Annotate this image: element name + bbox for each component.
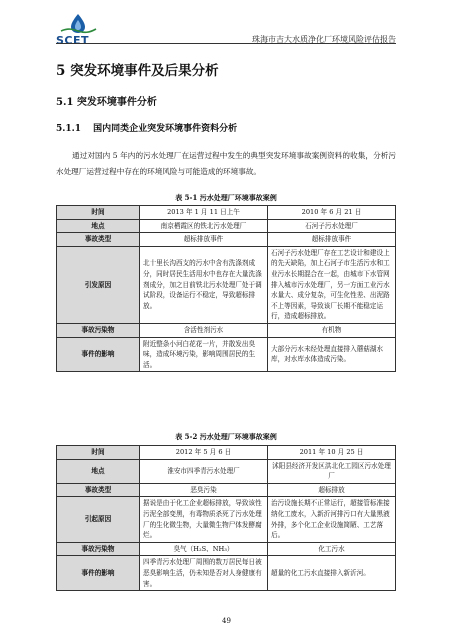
case-a-time: 2013 年 1 月 11 日上午 — [140, 206, 268, 220]
subsection-number: 5.1.1 — [56, 124, 82, 134]
row-label: 事故污染物 — [57, 323, 140, 337]
row-label: 事件的影响 — [57, 337, 140, 372]
logo-text: SCET — [56, 34, 90, 47]
row-label: 事件的影响 — [57, 556, 140, 591]
row-label: 地点 — [57, 219, 140, 233]
case-b-pollutant: 有机物 — [268, 323, 396, 337]
table-5-1 — [56, 205, 396, 372]
table-row — [57, 556, 396, 591]
table-row — [57, 542, 396, 556]
table-row — [57, 246, 396, 323]
case-b-cause: 治污设施长期不正常运行，超接管标准接纳化工废水，入新沂河排污口有大量黑液外排，多个化工企业设施简陋、工艺落后。 — [268, 497, 396, 542]
table-row — [57, 219, 396, 233]
row-label: 引发原因 — [57, 246, 140, 323]
row-label: 事故类型 — [57, 233, 140, 247]
page-header — [56, 12, 396, 46]
case-a-location: 南京栖霞区的铁北污水处理厂 — [140, 219, 268, 233]
subsection-title: 国内同类企业突发环境事件资料分析 — [93, 124, 238, 134]
table-row — [57, 337, 396, 372]
table-row — [57, 459, 396, 483]
table-row — [57, 206, 396, 220]
case-b-impact: 超量的化工污水直接排入新沂河。 — [268, 556, 396, 591]
case-a-location: 淮安市四季青污水处理厂 — [140, 459, 268, 483]
row-label: 时间 — [57, 206, 140, 220]
case-a-time: 2012 年 5 月 6 日 — [140, 446, 268, 460]
case-a-impact: 四季青污水处理厂周围的数万居民每日被恶臭影响生活，仍未知是否对人身健康有害。 — [140, 556, 268, 591]
row-label: 事故污染物 — [57, 542, 140, 556]
subsection-heading — [56, 121, 237, 134]
row-label: 时间 — [57, 446, 140, 460]
case-b-time: 2011 年 10 月 25 日 — [268, 446, 396, 460]
table-row — [57, 497, 396, 542]
table-5-2 — [56, 445, 396, 591]
case-a-cause: 北十里长沟西支的污水中含有洗涤剂成分，同时居民生活用水中也存在大量洗涤剂成分，加之目前铁北污水处理厂处于调试阶段，设备运行不稳定，导致超标排放。 — [140, 246, 268, 323]
case-a-cause: 据说是由于化工企业超标排放，导致该性污泥全部变黑，有毒物质杀死了污水处理厂的生化微生物，大量微生物尸体发酵腐烂。 — [140, 497, 268, 542]
case-a-impact: 附近整条小河白花花一片，并散发出臭味，造成环境污染，影响周围居民的生活。 — [140, 337, 268, 372]
case-a-type: 超标排放事件 — [140, 233, 268, 247]
case-b-pollutant: 化工污水 — [268, 542, 396, 556]
case-a-pollutant: 臭气（H₂S、NH₃） — [140, 542, 268, 556]
table-row — [57, 233, 396, 247]
case-b-time: 2010 年 6 月 21 日 — [268, 206, 396, 220]
header-divider — [56, 43, 396, 44]
intro-paragraph: 通过对国内 5 年内的污水处理厂在运营过程中发生的典型突发环境事故案例资料的收集，分析污水处理厂运营过程中存在的环境风险与可能造成的环境事故。 — [56, 151, 396, 176]
row-label: 地点 — [57, 459, 140, 483]
table-row — [57, 446, 396, 460]
row-label: 事故类型 — [57, 483, 140, 497]
table-row — [57, 483, 396, 497]
page-number: 49 — [222, 617, 231, 625]
case-b-impact: 大部分污水未经处理直接排入蘑菇湖水库，对水库水体造成污染。 — [268, 337, 396, 372]
document-title: 珠海市吉大水质净化厂环境风险评估报告 — [252, 35, 396, 44]
section-heading: 5.1 突发环境事件分析 — [56, 97, 157, 108]
company-logo-icon — [56, 12, 100, 34]
table-row — [57, 323, 396, 337]
case-a-pollutant: 含活性剂污水 — [140, 323, 268, 337]
chapter-heading: 5 突发环境事件及后果分析 — [56, 63, 219, 79]
case-b-cause: 石河子污水处理厂存在工艺设计和建设上的先天缺陷，加上石河子市生活污水和工业污水长期混合在一起，由城市下水管网排入城市污水处理厂，另一方面工业污水水量大、成分复杂，可生化性差、出泥路不上等因素，导致该厂长期不能稳定运行，造成超标排放。 — [268, 246, 396, 323]
case-b-location: 石河子污水处理厂 — [268, 219, 396, 233]
row-label: 引起原因 — [57, 497, 140, 542]
table1-caption: 表 5-1 污水处理厂环境事故案例 — [175, 193, 277, 202]
table2-caption: 表 5-2 污水处理厂环境事故案例 — [175, 432, 277, 441]
case-b-type: 超标排放 — [268, 483, 396, 497]
case-b-location: 沭阳县经济开发区洪北化工园区污水处理厂 — [268, 459, 396, 483]
case-a-type: 恶臭污染 — [140, 483, 268, 497]
case-b-type: 超标排放事件 — [268, 233, 396, 247]
